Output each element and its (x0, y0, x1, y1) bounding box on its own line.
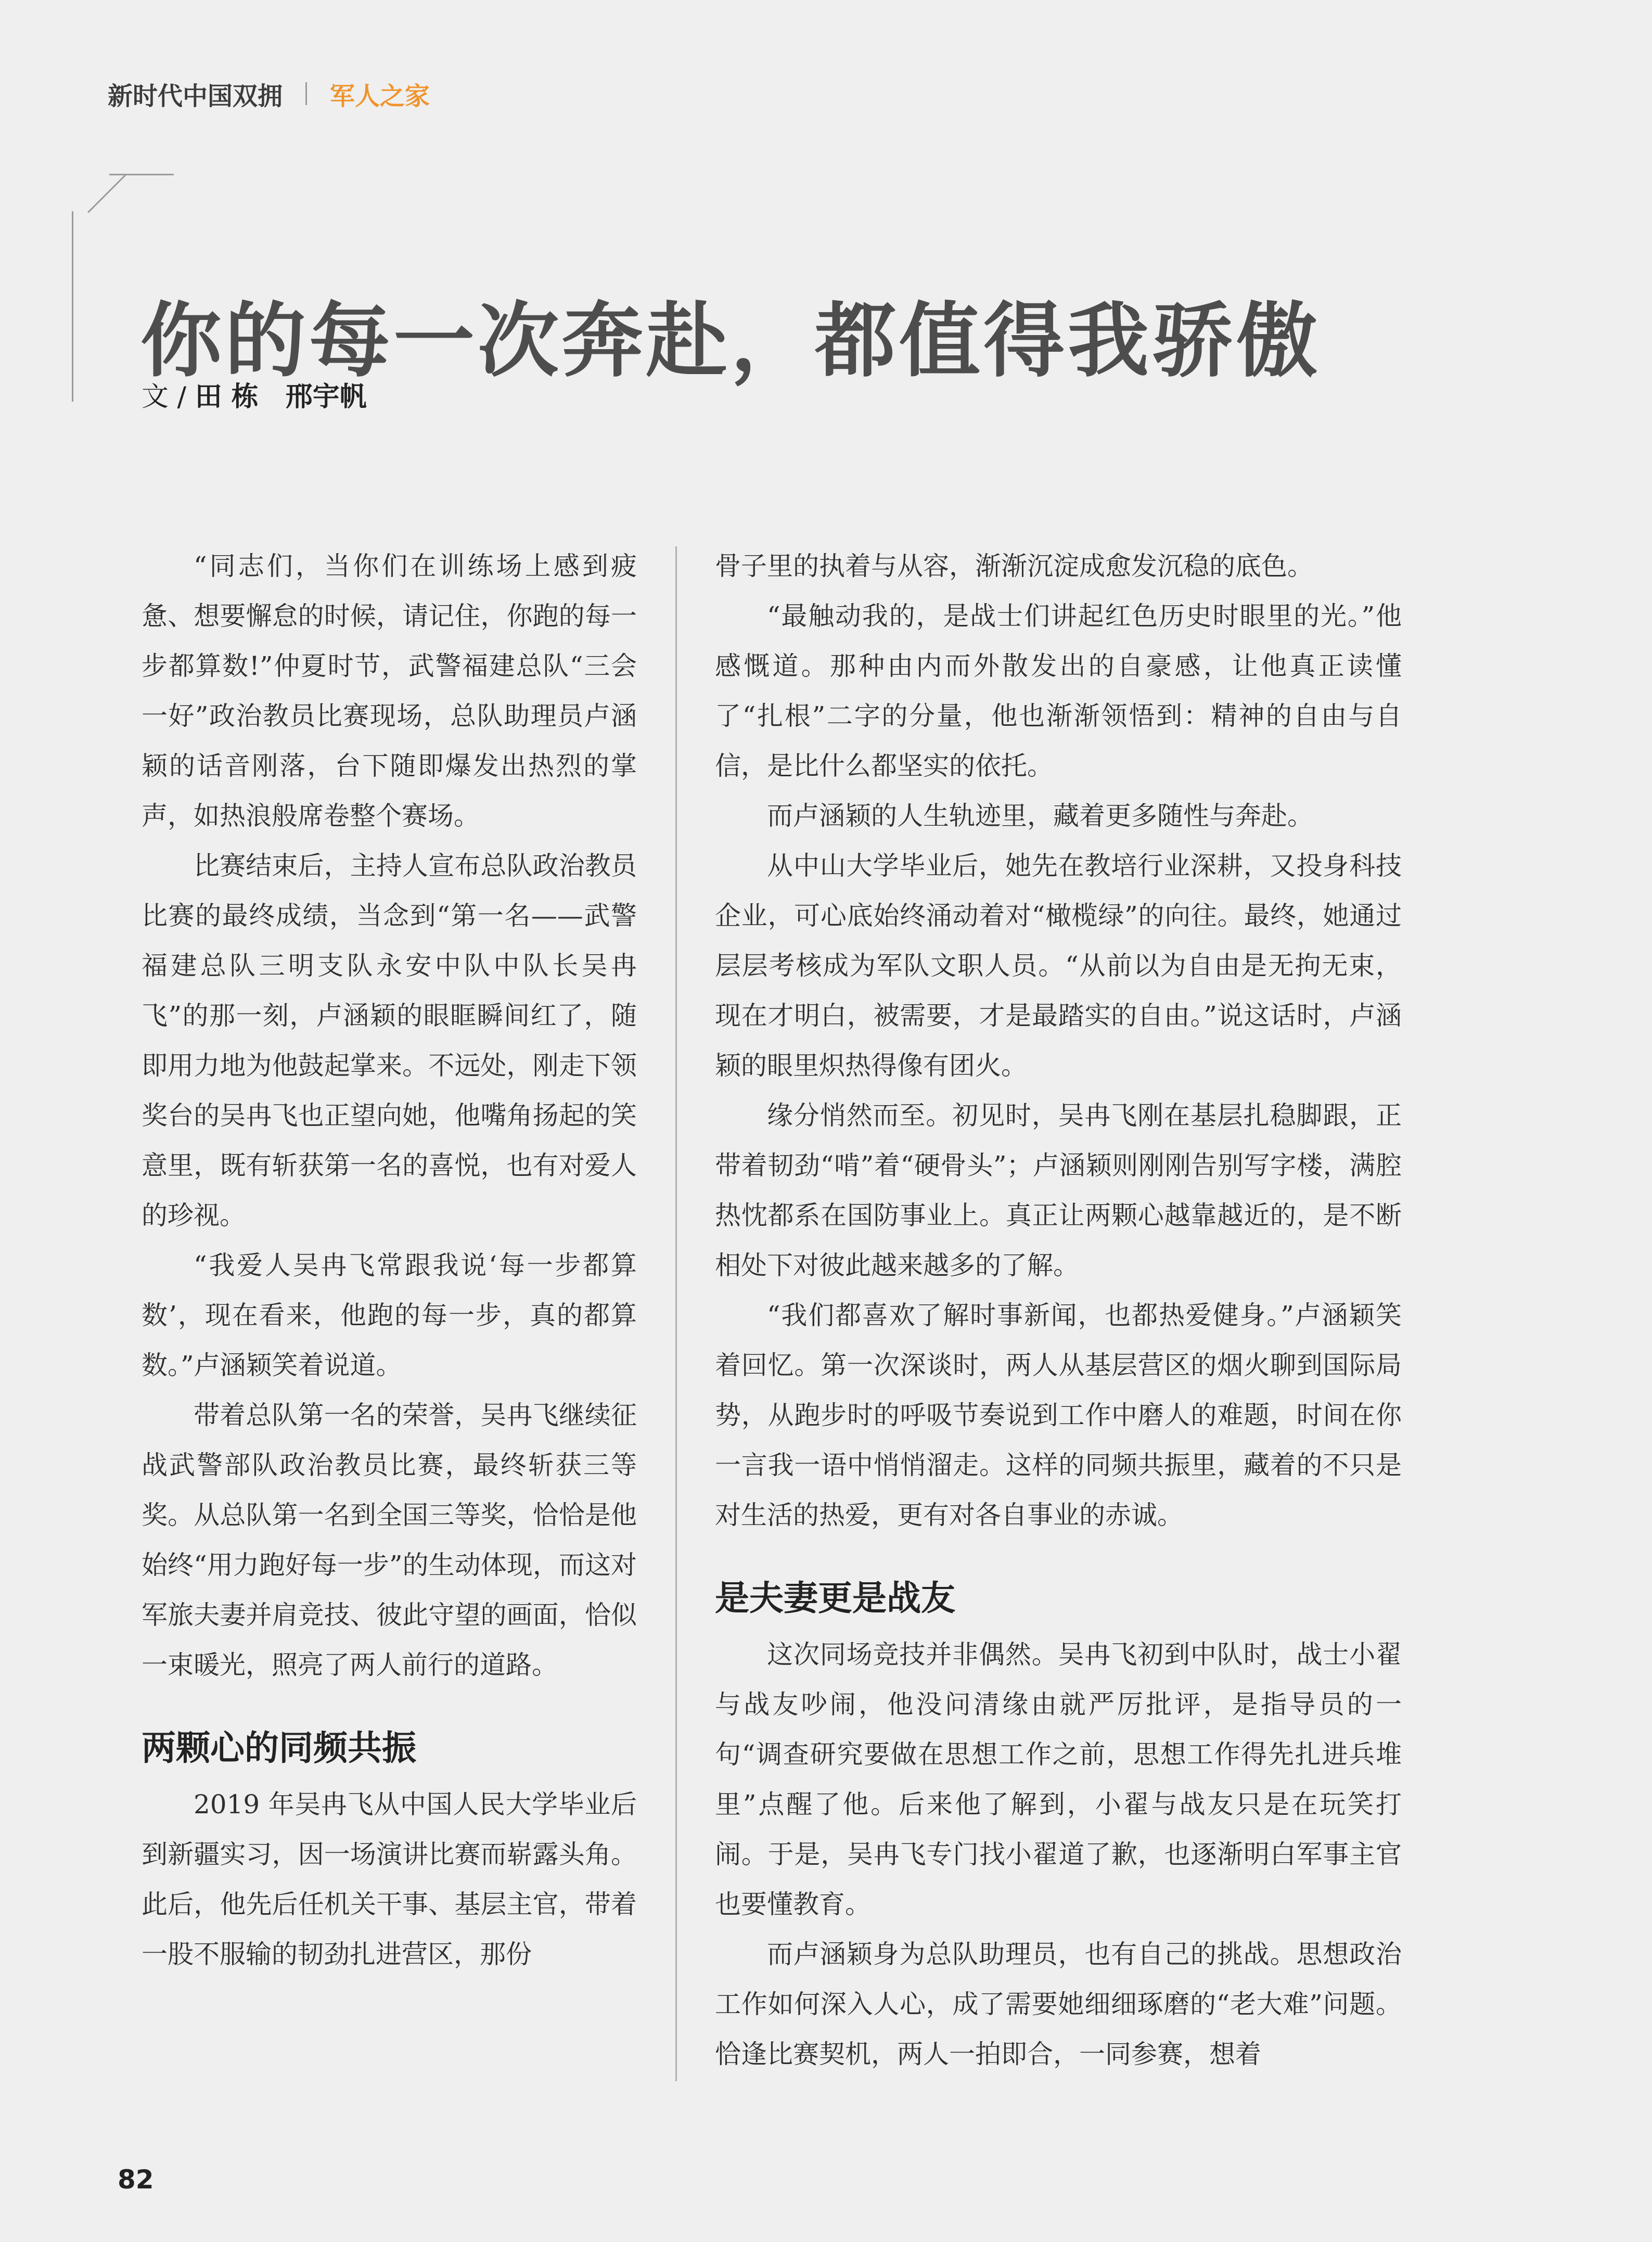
paragraph: 这次同场竞技并非偶然。吴冉飞初到中队时，战士小翟与战友吵闹，他没问清缘由就严厉批评，是指导员的一句“调查研究要做在思想工作之前，思想工作得先扎进兵堆里”点醒了他。后来他了解到，小翟与战友只是在玩笑打闹。于是，吴冉飞专门找小翟道了歉，也逐渐明白军事主官也要懂教育。 (715, 1639, 1402, 1919)
section-name: 军人之家 (330, 81, 430, 111)
section-heading: 两颗心的同频共振 (142, 1728, 416, 1768)
running-header (108, 75, 430, 112)
paragraph: 缘分悄然而至。初见时，吴冉飞刚在基层扎稳脚跟，正带着韧劲“啃”着“硬骨头”；卢涵颖则刚刚告别写字楼，满腔热忱都系在国防事业上。真正让两颗心越靠越近的，是不断相处下对彼此越来越多的了解。 (715, 1100, 1402, 1280)
paragraph: “我们都喜欢了解时事新闻，也都热爱健身。”卢涵颖笑着回忆。第一次深谈时，两人从基层营区的烟火聊到国际局势，从跑步时的呼吸节奏说到工作中磨人的难题，时间在你一言我一语中悄悄溜走。这样的同频共振里，藏着的不只是对生活的热爱，更有对各自事业的赤诚。 (715, 1300, 1402, 1530)
paragraph: 从中山大学毕业后，她先在教培行业深耕，又投身科技企业，可心底始终涌动着对“橄榄绿”的向往。最终，她通过层层考核成为军队文职人员。“从前以为自由是无拘无束，现在才明白，被需要，才是最踏实的自由。”说这话时，卢涵颖的眼里炽热得像有团火。 (715, 851, 1402, 1081)
byline (142, 375, 367, 414)
byline-prefix: 文 / (142, 381, 195, 413)
article-title: 你的每一次奔赴，都值得我骄傲 (140, 293, 1321, 388)
article-column-right (715, 541, 1402, 2079)
paragraph: 而卢涵颖身为总队助理员，也有自己的挑战。思想政治工作如何深入人心，成了需要她细细琢磨的“老大难”问题。恰逢比赛契机，两人一拍即合，一同参赛，想着 (715, 1939, 1402, 2069)
paragraph: 比赛结束后，主持人宣布总队政治教员比赛的最终成绩，当念到“第一名——武警福建总队三明支队永安中队中队长吴冉飞”的那一刻，卢涵颖的眼眶瞬间红了，随即用力地为他鼓起掌来。不远处，刚走下领奖台的吴冉飞也正望向她，他嘴角扬起的笑意里，既有斩获第一名的喜悦，也有对爱人的珍视。 (142, 851, 637, 1231)
paragraph: 2019 年吴冉飞从中国人民大学毕业后到新疆实习，因一场演讲比赛而崭露头角。此后，他先后任机关干事、基层主官，带着一股不服输的韧劲扎进营区，那份 (142, 1789, 637, 1969)
section-heading: 是夫妻更是战友 (715, 1578, 955, 1618)
paragraph: “我爱人吴冉飞常跟我说‘每一步都算数’，现在看来，他跑的每一步，真的都算数。”卢涵颖笑着说道。 (142, 1250, 637, 1380)
authors: 田 栋 邢宇帆 (195, 381, 367, 413)
paragraph: 骨子里的执着与从容，渐渐沉淀成愈发沉稳的底色。 (715, 551, 1313, 581)
page-number: 82 (118, 2164, 154, 2195)
title-frame-side-line (72, 211, 73, 402)
title-frame-corner-line (87, 174, 126, 213)
paragraph: 带着总队第一名的荣誉，吴冉飞继续征战武警部队政治教员比赛，最终斩获三等奖。从总队第一名到全国三等奖，恰恰是他始终“用力跑好每一步”的生动体现，而这对军旅夫妻并肩竞技、彼此守望的画面，恰似一束暖光，照亮了两人前行的道路。 (142, 1400, 637, 1680)
column-divider (675, 546, 677, 2081)
column-name: 新时代中国双拥 (108, 81, 283, 111)
header-divider (305, 82, 307, 105)
paragraph: “同志们，当你们在训练场上感到疲惫、想要懈怠的时候，请记住，你跑的每一步都算数!”仲夏时节，武警福建总队“三会一好”政治教员比赛现场，总队助理员卢涵颖的话音刚落，台下随即爆发出热烈的掌声，如热浪般席卷整个赛场。 (142, 551, 637, 831)
article-column-left (142, 541, 637, 1979)
title-frame-top-line (109, 174, 174, 175)
paragraph: “最触动我的，是战士们讲起红色历史时眼里的光。”他感慨道。那种由内而外散发出的自豪感，让他真正读懂了“扎根”二字的分量，他也渐渐领悟到：精神的自由与自信，是比什么都坚实的依托。 (715, 601, 1402, 781)
paragraph: 而卢涵颖的人生轨迹里，藏着更多随性与奔赴。 (767, 801, 1313, 831)
